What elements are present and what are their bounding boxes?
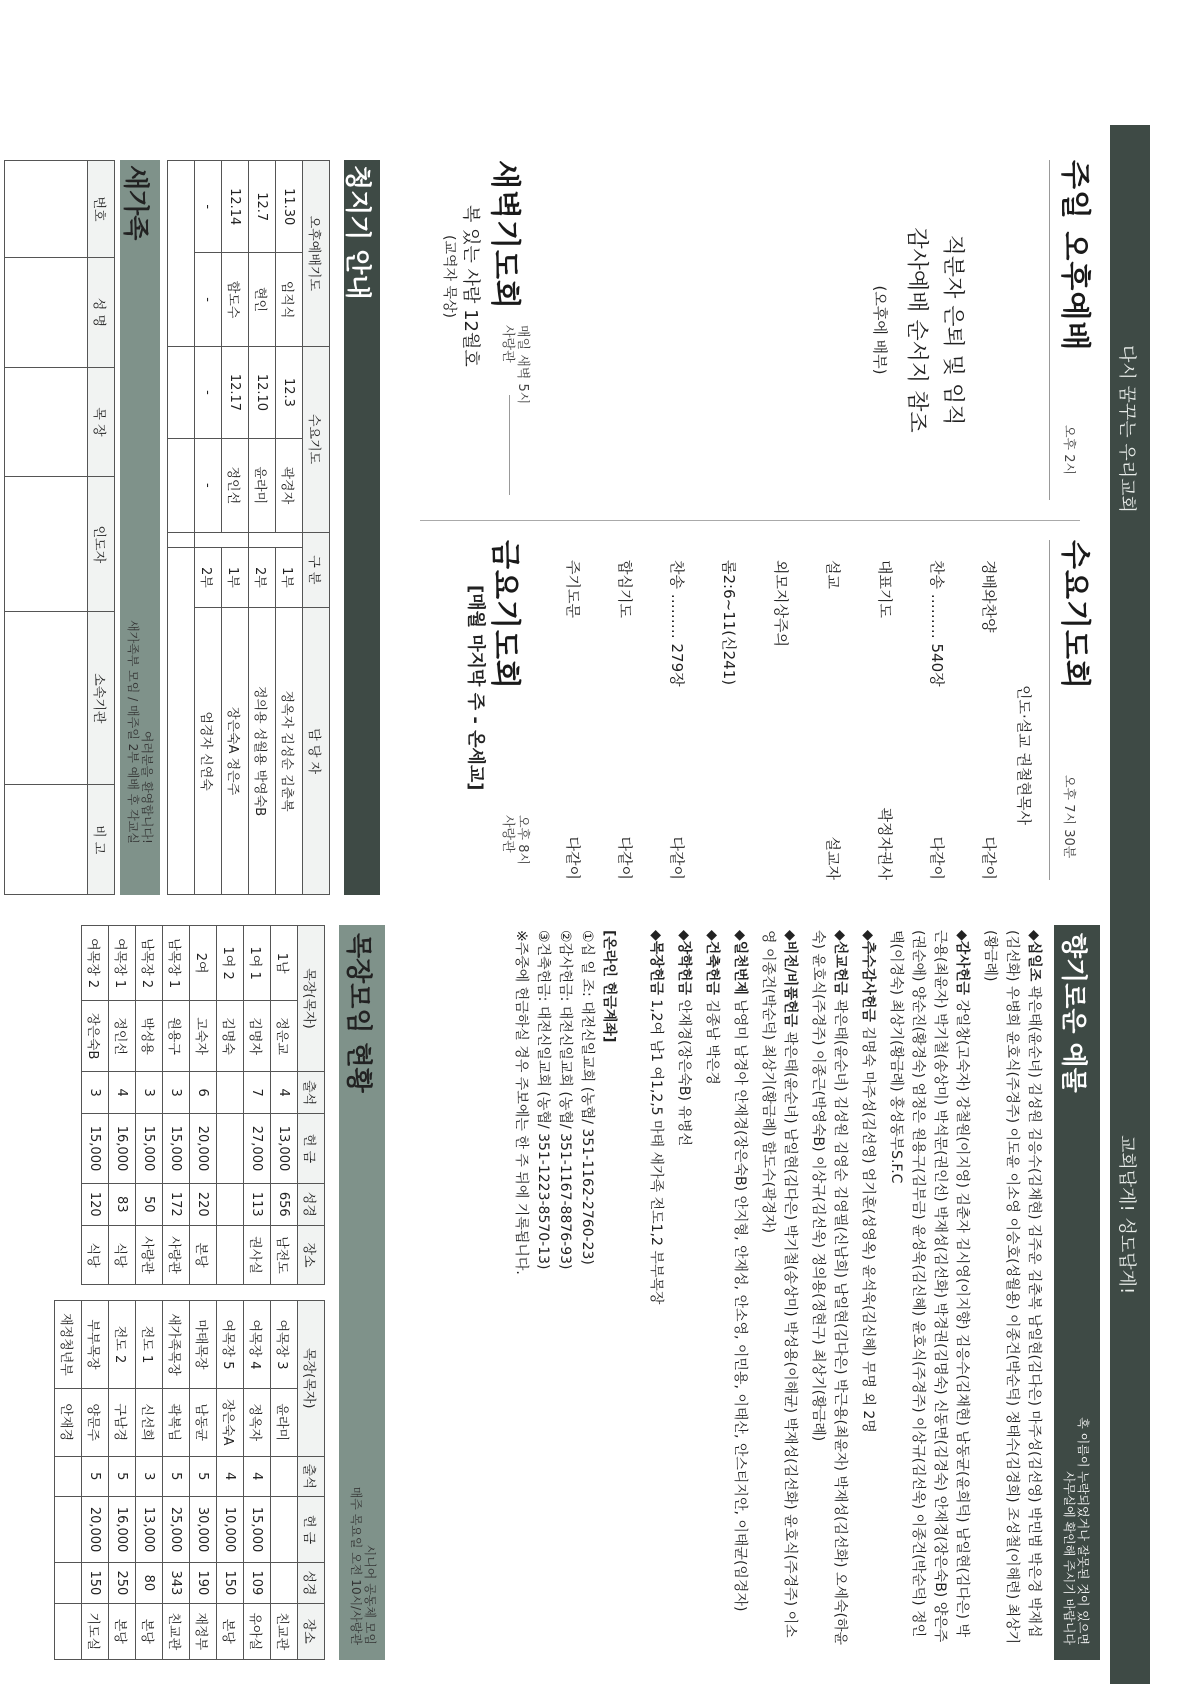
wednesday-title: 수요기도회 [1057,540,1092,690]
cells-header: 장소 [298,1226,325,1285]
newfamily-empty-row [5,161,88,895]
newfamily-header: 목 장 [88,367,115,477]
cells-cell: 남목장 1 [163,926,190,1001]
steward-title: 청지기 안내 [342,165,372,300]
cells-cell: 기도실 [82,1603,109,1659]
offering-list [639,930,1045,1650]
cells-header: 장소 [298,1603,325,1659]
offering-item-label: ◆일천번제 [732,930,748,995]
cells-cell: 3 [136,1072,163,1114]
newfamily-header: 성 명 [88,258,115,368]
wednesday-time: 오후 7시 30분 [1061,775,1076,859]
cells-cell: 곽복님 [163,1388,190,1456]
offering-item-label: ◆비전/비품헌금 [782,930,798,1028]
friday-title: 금요기도회 [487,540,522,690]
offering-item-names: 안재경(장은숙B) 유병선 [676,999,692,1147]
steward-body [168,161,303,895]
offering-item [701,930,723,1650]
steward-group-label [195,532,249,547]
cells-cell: 고숙자 [190,1001,217,1072]
header-right-text: 교회답게! 성도답게! [1116,1135,1137,1295]
dawn-place: 사랑관 [500,325,515,363]
offering-item-label: ◆선교헌금 [832,930,848,995]
bulletin-page [0,125,1150,1684]
cells-cell: 2여 [190,926,217,1001]
cells-cell: 전도 2 [109,1301,136,1389]
cells-cell: 15,000 [82,1114,109,1183]
offering-item-names: 곽은태(윤순녀) 김성원 김영순 김영필(신남희) 남일현(김다은) 박근용(최윤자) 박재성(김선화) 오세숙(하윤숙) 윤호식(주경주) 이종근(박영숙B) 이상규(김선욱) 정의용(정현구) 최상기(황금례) [810,930,848,1646]
wednesday-item-label: 경배와찬양 [980,560,998,633]
cells-cell: 장은숙A [217,1388,244,1456]
cells-row [163,1301,190,1660]
steward-cell: 윤라미 [249,439,276,532]
cells-cell: 250 [109,1563,136,1603]
cells-cell: 13,000 [271,1114,298,1183]
steward-extra [168,161,195,347]
cells-cell: 15,000 [244,1496,271,1562]
online-account-line: ※주중에 헌금하실 경우 주보에는 한 주 뒤에 기록됩니다. [513,930,529,1275]
cells-cell: 정옥자 [244,1388,271,1456]
divider [509,395,510,495]
divider [1049,160,1050,500]
steward-cell: 장은숙A 정은주 [222,608,249,895]
wednesday-item [667,560,688,880]
offering-item [857,930,879,1650]
wednesday-item-value: 곽정자권사 [876,807,894,880]
newfamily-note2: 새가족부 모임 / 매주일 2부 예배 후 각교실 [126,620,140,844]
cells-cell: 25,000 [163,1496,190,1562]
steward-cell: 2부 [249,547,276,608]
steward-cell: - [195,161,222,253]
cells-cell: 정운교 [271,1001,298,1072]
cells-cell: 친교관 [163,1603,190,1659]
wednesday-item [823,560,844,880]
offering-item-names: 남영미 남경아 안재경(장은숙B) 안지형, 안재성, 안소영, 이민용, 이태산, 안스티지안, 이태균(임경자) [732,999,748,1612]
online-account-line: ①십 일 조: 대전신일교회 (농협/ 351-1162-2760-23) [579,930,595,1265]
cells-cell: 190 [190,1563,217,1603]
wednesday-item-value: 다같이 [668,836,686,880]
cells-cell: 5 [190,1456,217,1496]
cells-cell: 10,000 [217,1496,244,1562]
dawn-line2: (교역자 묵상) [441,235,457,318]
steward-cell: 현인 [249,253,276,346]
offering-item-names: 1,2여 남1 여1,2,5 마태 새가족 전도1,2 부부목장 [648,999,664,1305]
offering-item-names: 곽은태(윤순녀) 남일현(김다은) 박기철(송상미) 박성용(이해균) 박재성(김선화) 윤호식(주경주) 이소영 이종건(박순덕) 최상기(황금례) 함도수(곽경자) [760,930,798,1638]
wednesday-item [719,560,740,880]
offering-item-names: 강일창(고숙자) 강철원(이지영) 김춘자 김시영(이지향) 김응수(김채현) 남동균(윤희덕) 남일현(김다은) 박근용(최윤자) 박기철(송상미) 박석문(권인선) 박재성(김선화) 박경권(김명숙) 신동면(김경숙) 안재경(장은숙B) 양은주(권순애) 양순진(황경숙) 엄정은 원용구(김부금) 윤성욱(김신혜) 윤호식(주경주) 이상규(김선욱) 이종건(박순덕) 정인택(이경숙) 최상기(황금례) 홍성동부S.F.C [888,930,970,1643]
cells-cell: 120 [82,1183,109,1225]
cells-row [271,1301,298,1660]
cells-cell: 7 [244,1072,271,1114]
steward-extra-row [168,161,195,895]
cells-row [217,1301,244,1660]
newfamily-note [126,620,154,844]
online-accounts [510,930,620,1650]
cells-cell: 새가족목장 [163,1301,190,1389]
steward-cell: 12.7 [249,161,276,253]
cells-cell: 4 [244,1456,271,1496]
cells-cell: 여목장 1 [109,926,136,1001]
dawn-time [500,325,530,404]
steward-cell: 1부 [276,547,303,608]
offering-item [885,930,973,1650]
cells-cell: 사랑관 [163,1226,190,1285]
cells-cell: 5 [163,1456,190,1496]
wednesday-item-label: 찬송 ……… 279장 [668,560,686,687]
wednesday-item-value: 설교자 [824,836,842,880]
friday-time [500,815,530,865]
wednesday-item [875,560,896,880]
steward-cell: 12.10 [249,346,276,438]
cells-row [244,1301,271,1660]
cells-cell: 656 [271,1183,298,1225]
sunday-pm-note: (오후에 배부) [871,285,889,375]
offering-item-label: ◆추수감사헌금 [860,930,876,1022]
wednesday-leader: 인도·설교 권철현목사 [1015,685,1033,825]
wednesday-item [615,560,636,880]
cells-cell: 1여 1 [244,926,271,1001]
cells-cell: 식당 [109,1226,136,1285]
cells-cell: 150 [217,1563,244,1603]
offering-item-label: ◆감사헌금 [954,930,970,995]
cells-note1: 시니어 공동체 모임 [363,1544,377,1645]
cells-table-right [54,1300,325,1660]
header-bar [1110,125,1150,1684]
offering-item [757,930,801,1650]
cells-cell: 양문주 [82,1388,109,1456]
online-account-line: ③건축헌금: 대전신일교회 (농협/ 351-1223-8570-13) [535,930,551,1270]
newfamily-header: 인도자 [88,477,115,612]
sunday-pm-time: 오후 2시 [1061,425,1076,476]
sunday-pm-title: 주일 오후예배 [1057,160,1092,352]
newfamily-band [120,160,160,895]
newfamily-table [4,160,115,895]
cells-cell: 1여 2 [217,926,244,1001]
cells-row [109,1301,136,1660]
cells-cell: 마태목장 [190,1301,217,1389]
cells-cell: 전도 1 [136,1301,163,1389]
header-left-text: 다시 꿈꾸는 우리교회 [1116,345,1137,513]
offering-band [1054,925,1100,1660]
cells-cell: 신선희 [136,1388,163,1456]
cells-cell: 식당 [82,1226,109,1285]
cells-cell: 재정청년부 [55,1301,82,1389]
cells-row [109,926,136,1285]
steward-cell: 12.17 [222,346,249,438]
steward-cell: 곽경자 [276,439,303,532]
cells-cell [271,1496,298,1562]
steward-extra [168,532,195,547]
cells-cell [217,1072,244,1114]
cells-cell: 220 [190,1183,217,1225]
cells-cell: 343 [163,1563,190,1603]
friday-line: [매월 마지막 주 - 온세교] [465,585,486,791]
cells-row [55,1301,82,1660]
cells-cell: 15,000 [136,1114,163,1183]
cells-row [136,1301,163,1660]
steward-cell: 2부 [195,547,222,608]
steward-header-type: 구 분 [303,532,330,608]
cells-title: 목장모임 현황 [343,933,373,1093]
steward-cell: - [195,253,222,346]
offering-item-names: 곽은태(윤순녀) 김성원 김응수(김채현) 김주운 김춘복 남일현(김다은) 마주성(김선영) 박민범 박은경 박재섭(김선화) 우병희 윤호식(주경주) 이도윤 이소영 이승호(성월용) 이종건(박순덕) 정태수(김경희) 조성철(이해련) 최상기(황금례) [982,930,1042,1645]
cells-cell: 16,000 [109,1114,136,1183]
cells-cell: 20,000 [190,1114,217,1183]
cells-cell: 윤라미 [271,1388,298,1456]
cells-header: 출석 [298,1072,325,1114]
cells-cell: 정인선 [109,1001,136,1072]
cells-band [339,925,385,1660]
cells-cell: 1남 [271,926,298,1001]
cells-cell: 부부목장 [82,1301,109,1389]
cells-note [349,1395,377,1645]
cells-row [271,926,298,1285]
offering-item [645,930,667,1650]
cells-cell: 남전도 [271,1226,298,1285]
newfamily-header: 소속기관 [88,612,115,785]
cells-cell: 80 [136,1563,163,1603]
cells-cell: 172 [163,1183,190,1225]
offering-note2: 사무실에 확인해 주시기 바랍니다 [1062,1471,1076,1645]
cells-right-body [55,1301,298,1660]
sunday-pm-body [862,165,970,495]
newfamily-note1: 여러분을 환영합니다! [140,730,154,844]
cells-cell: 5 [82,1456,109,1496]
cells-cell: 15,000 [163,1114,190,1183]
offering-item-label: ◆십일조 [1026,930,1042,982]
cells-header: 목장(목자) [298,1301,325,1457]
cells-cell: 27,000 [244,1114,271,1183]
dawn-title: 새벽기도회 [487,160,522,310]
cells-row [136,926,163,1285]
offering-item [673,930,695,1650]
wednesday-item-label: 주기도문 [564,560,582,618]
cells-cell: 3 [136,1456,163,1496]
cells-cell: 본당 [109,1603,136,1659]
cells-cell: 20,000 [82,1496,109,1562]
cells-cell: 원용구 [163,1001,190,1072]
cells-cell: 남목장 2 [136,926,163,1001]
steward-cell: 정옥자 김성순 김춘복 [276,608,303,895]
wednesday-item-label: 찬송 ……… 540장 [928,560,946,687]
dawn-line1: 복 있는 사람 12월호 [460,205,481,367]
cells-cell: 김명숙 [217,1001,244,1072]
newfamily-header: 비 고 [88,785,115,895]
cells-cell [55,1456,82,1496]
wednesday-item-label: 롬2:6~11(신241) [720,560,738,686]
steward-row [222,161,249,895]
cells-cell [271,1456,298,1496]
cells-cell: 여목장 4 [244,1301,271,1389]
column-divider [420,520,1080,521]
wednesday-item-value: 다같이 [564,836,582,880]
steward-table [167,160,330,895]
steward-cell: 엄경자 신연숙 [195,608,222,895]
online-title: [온라인 헌금계좌] [601,930,617,1043]
cells-cell: 150 [82,1563,109,1603]
sunday-pm-line1: 직분자 은퇴 및 임직 [940,234,965,426]
steward-cell: 정인선 [222,439,249,532]
cells-left-header [298,926,325,1285]
cells-cell: 본당 [190,1226,217,1285]
cells-cell [55,1496,82,1562]
wednesday-item [927,560,948,880]
steward-group-label [249,532,303,547]
steward-cell: 12.3 [276,346,303,438]
offering-note1: 혹 이름이 누락되었거나 잘못된 것이 있으면 [1076,1417,1090,1645]
cells-cell: 4 [109,1072,136,1114]
cells-cell: 구남경 [109,1388,136,1456]
newfamily-header-row [88,161,115,895]
cells-cell: 4 [271,1072,298,1114]
online-list [510,930,598,1650]
cells-cell [271,1563,298,1603]
wednesday-item [563,560,584,880]
online-account-line: ②감사헌금: 대전신일교회 (농협/ 351-1167-8876-93) [557,930,573,1270]
wednesday-item-label: 대표기도 [876,560,894,618]
cells-cell: 남동균 [190,1388,217,1456]
steward-band [344,160,380,895]
cells-cell: 유아실 [244,1603,271,1659]
wednesday-item [979,560,1000,880]
cells-row [190,926,217,1285]
offering-item-names: 김종남 박은경 [704,999,720,1085]
cells-right-header [298,1301,325,1660]
offering-item-label: ◆장학헌금 [676,930,692,995]
cells-row [163,926,190,1285]
offering-item [807,930,851,1650]
dawn-time-text: 매일 새벽 5시 [515,325,530,405]
cells-cell: 50 [136,1183,163,1225]
sunday-pm-line2: 감사예배 순서지 참조 [904,227,929,433]
offering-item [729,930,751,1650]
cells-cell [55,1563,82,1603]
cells-cell: 여목장 2 [82,926,109,1001]
cells-header: 출석 [298,1456,325,1496]
steward-cell: 정의용 성월용 박영숙B [249,608,276,895]
cells-cell: 안재경 [55,1388,82,1456]
steward-cell: 12.14 [222,161,249,253]
cells-row [244,926,271,1285]
steward-cell: - [195,346,222,438]
cells-cell: 박성용 [136,1001,163,1072]
cells-row [217,926,244,1285]
steward-cell: 임직식 [276,253,303,346]
cells-cell: 재정부 [190,1603,217,1659]
wednesday-item [771,560,792,880]
wednesday-item-label: 합심기도 [616,560,634,618]
cells-cell: 친교관 [271,1603,298,1659]
cells-cell: 여목장 3 [271,1301,298,1389]
wednesday-item-value: 다같이 [928,836,946,880]
cells-row [82,1301,109,1660]
cells-cell: 본당 [136,1603,163,1659]
steward-extra [168,439,195,532]
cells-cell [217,1226,244,1285]
cells-cell: 6 [190,1072,217,1114]
cells-cell: 본당 [217,1603,244,1659]
cells-cell: 3 [163,1072,190,1114]
cells-cell: 권사실 [244,1226,271,1285]
cells-cell: 83 [109,1183,136,1225]
cells-note2: 매주 목요일 오전 10시/사랑관 [349,1486,363,1645]
cells-cell: 113 [244,1183,271,1225]
cells-header: 헌 금 [298,1114,325,1183]
cells-left-body [82,926,298,1285]
cells-cell [217,1114,244,1183]
cells-table-left [81,925,325,1285]
cells-cell: 30,000 [190,1496,217,1562]
steward-cell: 1부 [222,547,249,608]
cells-cell: 사랑관 [136,1226,163,1285]
cells-cell: 3 [82,1072,109,1114]
cells-header: 성경 [298,1563,325,1603]
wednesday-item-value: 다같이 [980,836,998,880]
divider [1049,540,1050,880]
cells-cell: 여목장 5 [217,1301,244,1389]
cells-row [82,926,109,1285]
steward-row [195,161,222,895]
cells-cell: 109 [244,1563,271,1603]
steward-header-staff: 담 당 자 [303,608,330,895]
wednesday-item-value: 다같이 [616,836,634,880]
newfamily-title: 새가족 [120,165,150,241]
cells-header: 헌 금 [298,1496,325,1562]
cells-cell [55,1603,82,1659]
cells-cell: 13,000 [136,1496,163,1562]
steward-row [276,161,303,895]
newfamily-header: 번호 [88,161,115,258]
offering-item [979,930,1045,1650]
cells-cell: 16,000 [109,1496,136,1562]
cells-cell: 김명자 [244,1001,271,1072]
steward-row [249,161,276,895]
steward-extra [168,547,195,894]
wednesday-item-label: 외모지상주의 [772,560,790,647]
cells-cell [217,1183,244,1225]
cells-header: 성경 [298,1183,325,1225]
offering-note [1062,1325,1090,1645]
cells-cell: 장은숙B [82,1001,109,1072]
offering-item-label: ◆건축헌금 [704,930,720,995]
steward-cell: 11.30 [276,161,303,253]
steward-header-pm: 오후예배기도 [303,161,330,347]
wednesday-item-label: 설교 [824,560,842,589]
cells-header: 목장(목자) [298,926,325,1072]
steward-extra [168,346,195,438]
cells-cell: 5 [109,1456,136,1496]
offering-item-label: ◆목장헌금 [648,930,664,995]
steward-header-wed: 수요기도 [303,346,330,532]
friday-time-text: 오후 8시 [515,815,530,866]
cells-cell: 4 [217,1456,244,1496]
offering-item-names: 김명숙 마주성(김선영) 엄기훈(성영옥) 윤석욱(김신혜) 무명 외 2명 [860,1026,876,1433]
friday-place: 사랑관 [500,815,515,853]
steward-cell: - [195,439,222,532]
offering-title: 향기로운 예물 [1058,933,1088,1093]
cells-row [190,1301,217,1660]
steward-cell: 함도수 [222,253,249,346]
